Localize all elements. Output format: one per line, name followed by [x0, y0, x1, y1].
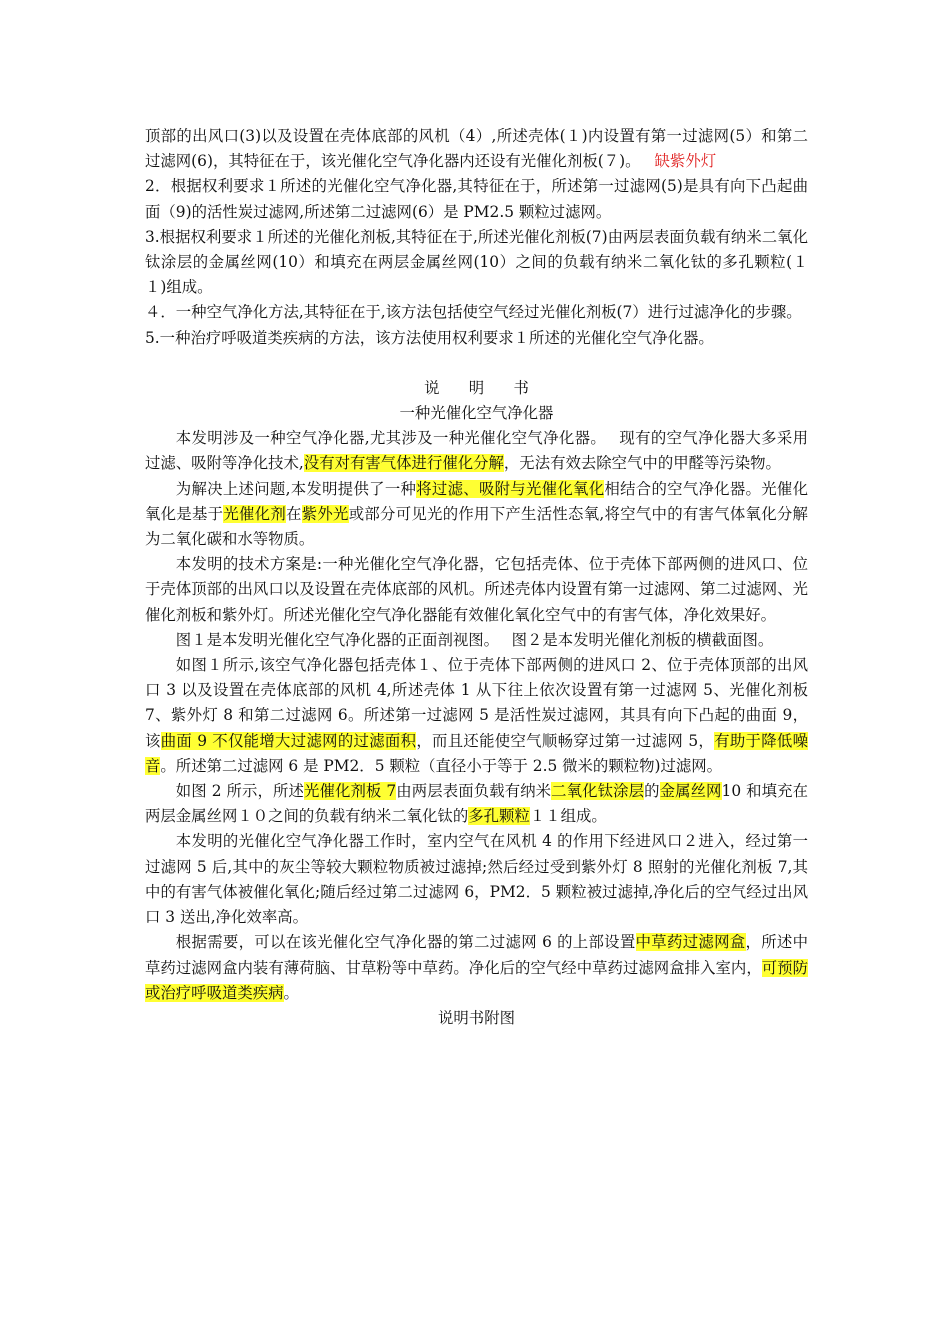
paragraph-text: 。所述第二过滤网 6 是 PM2．5 颗粒（直径小于等于 2.5 微米的颗粒物)过滤网。 — [160, 756, 723, 775]
highlighted-text: 将过滤、吸附与光催化氧化 — [416, 479, 605, 498]
paragraph-text: 如图１所示,该空气净化器包括壳体１、位于壳体下部两侧的进风口 2、位于壳体顶部的出风口 3 以及设置在壳体底部的风机 4,所述壳体 1 从下往上依次设置有第一过滤网 5、光催化剂板 7、紫外灯 8 和第二过滤网 6。所述第一过滤网 5 是活性炭过滤网，其具有向下凸起的曲面 9，该 — [145, 656, 808, 750]
drawings-heading: 说明书附图 — [438, 1008, 515, 1027]
paragraph-text: 。 — [283, 983, 299, 1002]
paragraph-text: 顶部的出风口(3)以及设置在壳体底部的风机（4）,所述壳体(１)内设置有第一过滤网(5）和第二过滤网(6)，其特征在于，该光催化空气净化器内还设有光催化剂板(７)。 — [145, 127, 808, 171]
paragraph-text: ，无法有效去除空气中的甲醛等污染物。 — [503, 454, 781, 473]
paragraph-text: 本发明的光催化空气净化器工作时，室内空气在风机 4 的作用下经进风口２进入，经过第一过滤网 5 后,其中的灰尘等较大颗粒物质被过滤掉;然后经过受到紫外灯 8 照射的光催化剂板 7,其中的有害气体被催化氧化;随后经过第二过滤网 6，PM2．5 颗粒被过滤掉,净化后的空气经过出风口 3 送出,净化效率高。 — [145, 832, 808, 927]
highlighted-text: 中草药过滤网盒 — [635, 933, 746, 952]
paragraph-text: ，所述中草药过滤网盒内装有薄荷脑、甘草粉等中草药。净化后的空气经中草药过滤网盒排入室内， — [145, 933, 808, 977]
highlighted-text: 光催化剂板 7 — [303, 782, 397, 801]
paragraph-text: 图１是本发明光催化空气净化器的正面剖视图。 图２是本发明光催化剂板的横截面图。 — [175, 630, 774, 649]
paragraph-text: 由两层表面负载有纳米 — [396, 782, 552, 801]
claim-paragraph — [145, 174, 808, 224]
paragraph-text: 在 — [286, 504, 302, 523]
paragraph-text: 根据需要，可以在该光催化空气净化器的第二过滤网 6 的上部设置 — [175, 933, 636, 952]
description-paragraph — [145, 779, 808, 829]
spec-heading: 说明书 — [424, 378, 559, 397]
highlighted-text: 没有对有害气体进行催化分解 — [303, 454, 504, 473]
description-paragraph — [145, 477, 808, 553]
highlighted-text: 紫外光 — [301, 504, 349, 523]
claims-section — [145, 124, 808, 351]
highlighted-text: 金属丝网 — [659, 782, 722, 801]
description-paragraph — [145, 829, 808, 930]
description-paragraph — [145, 426, 808, 476]
paragraph-text: 5.一种治疗呼吸道类疾病的方法，该方法使用权利要求１所述的光催化空气净化器。 — [145, 328, 714, 347]
paragraph-text: 的 — [644, 782, 660, 801]
highlighted-text: 光催化剂 — [223, 504, 287, 523]
claim-paragraph — [145, 225, 808, 301]
paragraph-text: ４．一种空气净化方法,其特征在于,该方法包括使空气经过光催化剂板(7）进行过滤净化的步骤。 — [145, 303, 802, 322]
annotation-note: 缺紫外灯 — [654, 152, 717, 171]
paragraph-text: 如图 2 所示，所述 — [175, 782, 304, 801]
description-paragraph — [145, 653, 808, 779]
highlighted-text: 曲面 9 不仅能增大过滤网的过滤面积 — [160, 731, 417, 750]
paragraph-text: 相结合的空气净化器。光催化氧化是基于 — [145, 479, 808, 523]
highlighted-text: 可预防或治疗呼吸道类疾病 — [145, 958, 808, 1002]
paragraph-text: 2．根据权利要求１所述的光催化空气净化器,其特征在于，所述第一过滤网(5)是具有向下凸起曲面（9)的活性炭过滤网,所述第二过滤网(6）是 PM2.5 颗粒过滤网。 — [145, 177, 808, 221]
claim-paragraph — [145, 326, 808, 351]
invention-title: 一种光催化空气净化器 — [399, 404, 554, 423]
description-paragraph — [145, 552, 808, 628]
paragraph-text: １１组成。 — [529, 807, 607, 826]
description-section — [145, 426, 808, 1006]
paragraph-text: ，而且还能使空气顺畅穿过第一过滤网 5， — [416, 731, 715, 750]
description-paragraph — [145, 628, 808, 653]
highlighted-text: 有助于降低噪音 — [145, 731, 808, 775]
paragraph-text: 本发明涉及一种空气净化器,尤其涉及一种光催化空气净化器。 现有的空气净化器大多采用过滤、吸附等净化技术, — [145, 429, 808, 473]
paragraph-text: 或部分可见光的作用下产生活性态氧,将空气中的有害气体氧化分解为二氧化碳和水等物质。 — [145, 504, 808, 549]
section-gap — [145, 351, 808, 376]
highlighted-text: 二氧化钛涂层 — [551, 782, 645, 801]
paragraph-text: 3.根据权利要求１所述的光催化剂板,其特征在于,所述光催化剂板(7)由两层表面负载有纳米二氧化钛涂层的金属丝网(10）和填充在两层金属丝网(10）之间的负载有纳米二氧化钛的多孔颗粒(１１)组成。 — [145, 227, 808, 297]
paragraph-text: 本发明的技术方案是:一种光催化空气净化器，它包括壳体、位于壳体下部两侧的进风口、位于壳体顶部的出风口以及设置在壳体底部的风机。所述壳体内设置有第一过滤网、第二过滤网、光催化剂板和紫外灯。所述光催化空气净化器能有效催化氧化空气中的有害气体，净化效果好。 — [145, 555, 808, 624]
highlighted-text: 多孔颗粒 — [468, 807, 530, 826]
document-page — [145, 124, 808, 1031]
claim-paragraph — [145, 300, 808, 325]
claim-paragraph — [145, 124, 808, 174]
description-paragraph — [145, 930, 808, 1006]
paragraph-text: 为解决上述问题,本发明提供了一种 — [175, 479, 417, 498]
paragraph-text: 10 和填充在两层金属丝网１０之间的负载有纳米二氧化钛的 — [145, 782, 808, 826]
